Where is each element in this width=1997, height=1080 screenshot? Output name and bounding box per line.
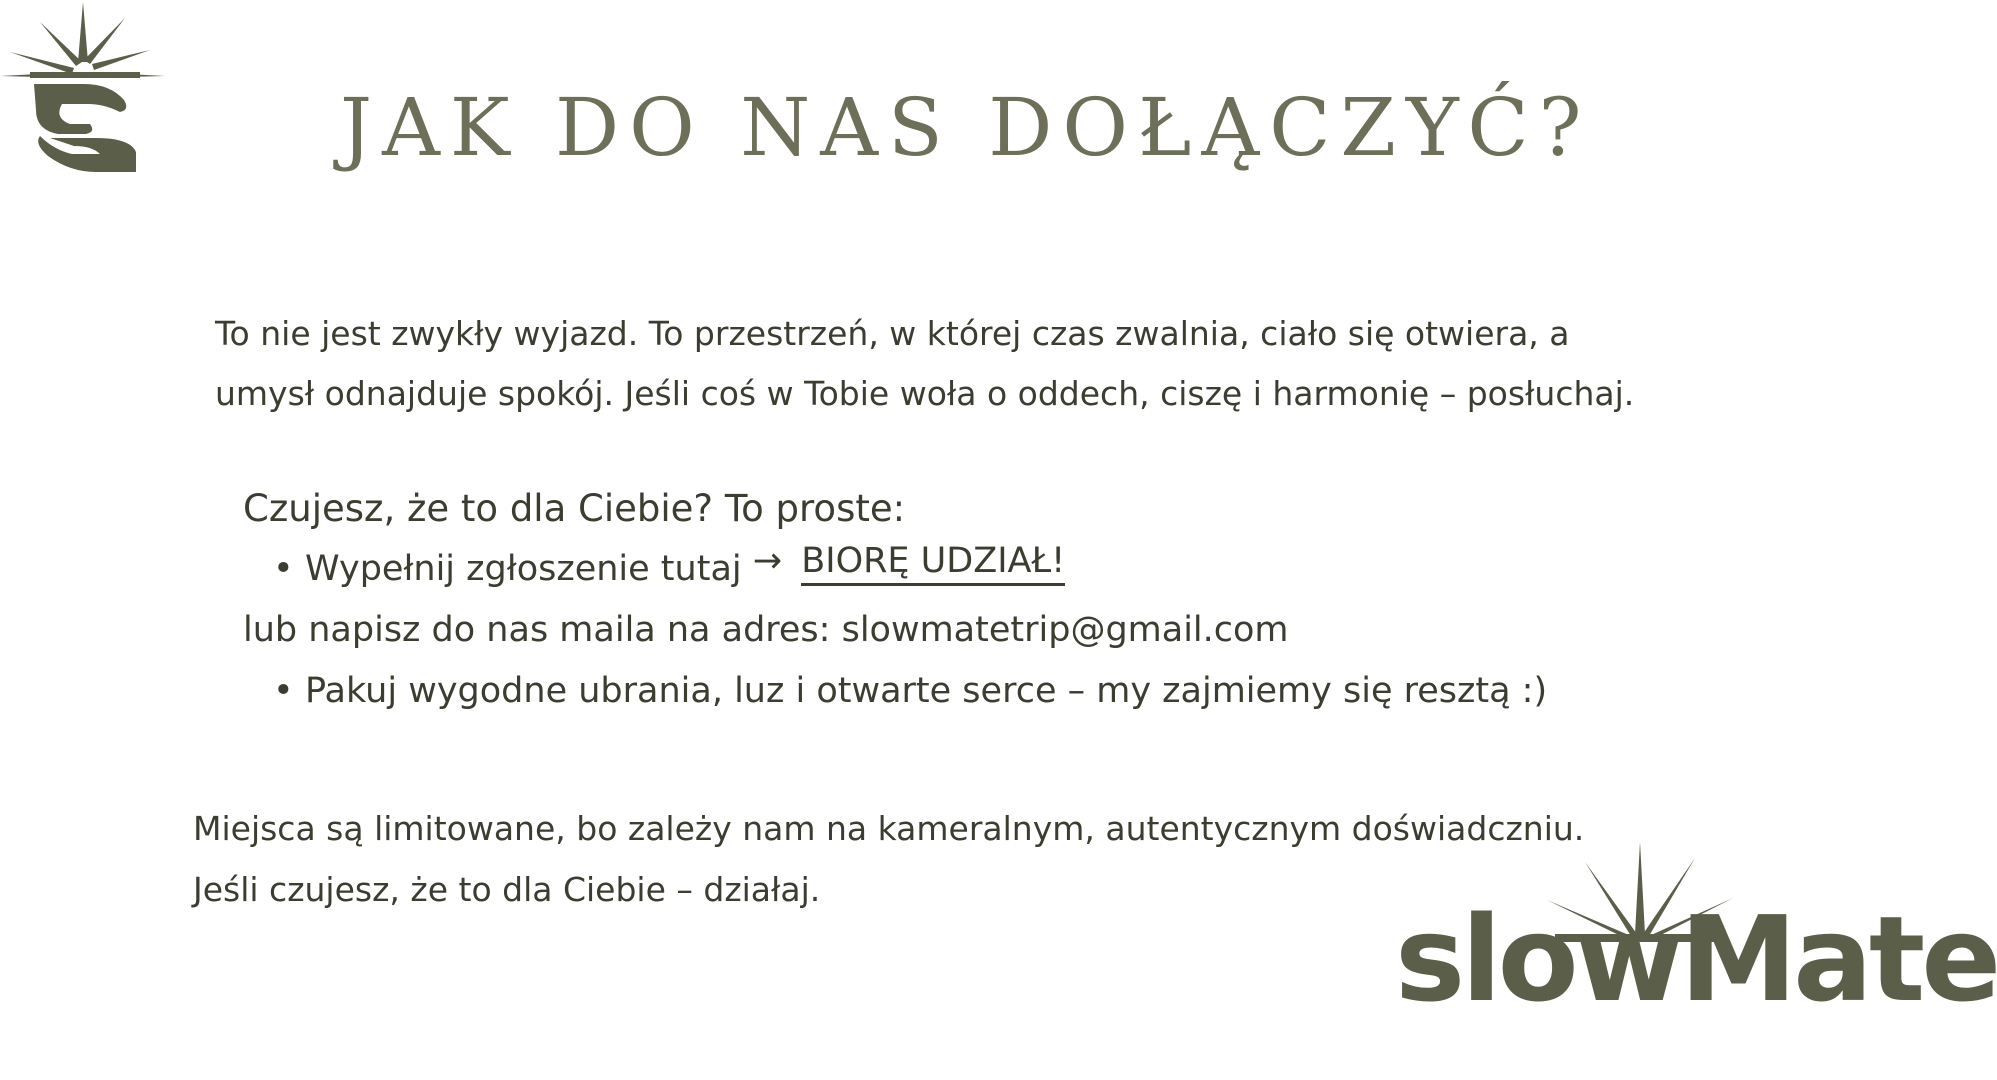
- steps-lead: Czujesz, że to dla Ciebie? To proste:: [243, 487, 906, 530]
- intro-line: To nie jest zwykły wyjazd. To przestrzeń, w której czas zwalnia, ciało się otwiera, a: [215, 314, 1570, 353]
- signup-link[interactable]: BIORĘ UDZIAŁ!: [801, 541, 1065, 586]
- step-text: Pakuj wygodne ubrania, luz i otwarte serce – my zajmiemy się resztą :): [305, 671, 1548, 711]
- closing-line: Miejsca są limitowane, bo zależy nam na kameralnym, autentycznym doświadczniu.: [193, 809, 1585, 848]
- steps-list: [243, 661, 1743, 722]
- list-item: [243, 539, 1743, 600]
- bullet: •: [273, 671, 294, 711]
- bullet: •: [273, 549, 294, 589]
- join-steps: [243, 478, 1743, 722]
- brand-wordmark: slowMate: [1395, 890, 1997, 1028]
- step-text: Wypełnij zgłoszenie tutaj: [305, 549, 742, 589]
- brand-logo: [1395, 842, 1997, 1042]
- steps-list: [243, 539, 1743, 600]
- closing-line: Jeśli czujesz, że to dla Ciebie – działaj.: [193, 870, 821, 909]
- intro-paragraph: [215, 304, 1775, 424]
- email-line: lub napisz do nas maila na adres: slowmatetrip@gmail.com: [243, 610, 1289, 650]
- arrow-right-icon: →: [752, 541, 783, 581]
- intro-line: umysł odnajduje spokój. Jeśli coś w Tobie woła o oddech, ciszę i harmonię – posłuchaj.: [215, 374, 1635, 413]
- sun-hands-icon: [0, 0, 170, 180]
- page-title: JAK DO NAS DOŁĄCZYĆ?: [340, 81, 1592, 174]
- list-item: [243, 661, 1743, 722]
